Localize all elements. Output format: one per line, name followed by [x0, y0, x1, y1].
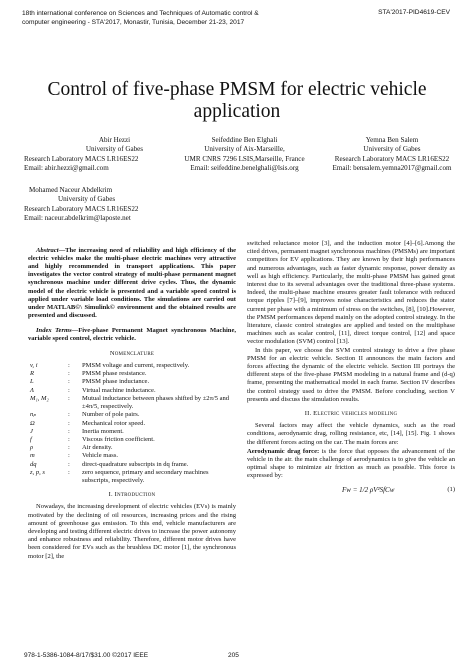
nomenclature-symbol: m: [30, 452, 35, 460]
author-block-1-cont: [24, 155, 138, 174]
nomenclature-colon: :: [68, 370, 70, 378]
nomenclature-definition: Viscous friction coefficient.: [82, 435, 155, 443]
abstract-text: —The increasing need of reliability and high efficiency of the electric vehicles make the multi-phase electric machines very attractive and highly recommended in transport applications. This paper investigates the vector control strategy of multi-phase permanent magnet synchronous machine under different drive cycles. Thus, the dynamic model of the electric vehicle is presented and a variable speed control is applied under variable load conditions. The simulations are carried out under MATLAB©\ Simulink© environment and the obtained results are presented and discussed.: [28, 246, 236, 320]
author-email: Email: naceur.abdelkrim@laposte.net: [24, 214, 131, 223]
conference-header-line2: computer engineering - STA'2017, Monastir, Tunisia, December 21-23, 2017: [22, 19, 245, 26]
equation-1: [247, 483, 455, 501]
author-lab: Research Laboratory MACS LR16ES22: [334, 154, 450, 163]
nomenclature-definition: Inertia moment.: [82, 427, 124, 435]
nomenclature-colon: :: [68, 386, 70, 394]
abstract: [28, 247, 236, 321]
nomenclature-list: [28, 362, 236, 485]
nomenclature-definition: Vehicle mass.: [82, 452, 118, 460]
author-affiliation: University of Aix-Marseille,: [204, 145, 285, 154]
author-email: Email: seifeddine.benelghali@lsis.org: [190, 164, 299, 173]
nomenclature-row: [28, 411, 236, 419]
right-column: [247, 240, 455, 501]
drag-force-paragraph: [247, 448, 455, 481]
nomenclature-definition: PMSM phase resistance.: [82, 370, 147, 378]
author-lab: UMR CNRS 7296 LSIS,Marseille, France: [184, 154, 305, 163]
drag-force-label: Aerodynamic drag force:: [247, 447, 320, 455]
nomenclature-colon: :: [68, 411, 70, 419]
index-terms-label: Index Terms: [36, 326, 72, 334]
nomenclature-row: [28, 461, 236, 469]
abstract-label: Abstract: [36, 246, 59, 254]
paper-title: [0, 79, 474, 123]
author-lab: Research Laboratory MACS LR16ES22: [24, 204, 139, 213]
nomenclature-row: [28, 370, 236, 378]
nomenclature-colon: :: [68, 452, 70, 460]
body-paragraph-1: switched reluctance motor [3], and the induction motor [4]–[6].Among the cited drives, permanent magnet synchronous machines (PMSMs) are important competitors for EV applications. They are known by their high performances and numerous advantages, such as faster dynamic response, power density as well as high efficiency. Particularly, the multi-phase PMSM has gained great interest due to its several advantages over the traditional three-phase systems. Indeed, the multi-phase machine ensures greater fault tolerance with reduced torque ripples [7]–[9], improves noise characteristics and reduces the stator current per phase with a minimum of stress on the switches, [8], [10].However, the PMSM performances depend mainly on the adopted control strategy. In the literature, classic control strategies are applied and tested on the multiphase machines such as scalar control, [11], direct torque control, [12] and space vector modulation (SVM) control [13].: [247, 240, 455, 346]
body-paragraph-2: In this paper, we choose the SVM control strategy to drive a five phase PMSM for an electric vehicle. Section II announces the main factors and forces affecting the dynamic of the electric vehicle. Section III portrays the different steps of the five-phase PMSM modeling in a natural frame and (d-q) frame, presenting the mathematical model in each frame. Section IV describes the control strategy used to drive the PMSM. Before concluding, section V presents and discuss the simulation results.: [247, 346, 455, 403]
author-name: Abir Hezzi: [98, 136, 131, 144]
nomenclature-row: [28, 362, 236, 370]
nomenclature-colon: :: [68, 427, 70, 435]
paper-id: STA'2017-PID4619-CEV: [378, 9, 450, 16]
nomenclature-symbol: M₁, M₂: [30, 394, 49, 402]
nomenclature-definition: Air density.: [82, 444, 113, 452]
nomenclature-definition: PMSM phase inductance.: [82, 378, 150, 386]
index-terms-text: —Five-phase Permanent Magnet synchronous Machine, variable speed control, electric vehicle.: [28, 326, 236, 343]
nomenclature-definition: Number of pole pairs.: [82, 411, 140, 419]
author-affiliation: University of Gabes: [85, 145, 144, 154]
author-block-2: [178, 136, 311, 174]
conference-header: [22, 9, 352, 27]
title-line1: Control of five-phase PMSM for electric vehicle: [47, 79, 427, 100]
nomenclature-definition: zero sequence, primary and secondary machines subscripts, respectively.: [82, 468, 209, 484]
drag-force-text: is the force that opposes the advancement of the vehicle in the air. the main challenge of aerodynamics is to give the vehicle an optimal shape to minimize air friction as much as possible. This force is expressed by:: [247, 447, 455, 480]
author-affiliation: University of Gabes: [58, 195, 116, 204]
nomenclature-row: [28, 378, 236, 386]
nomenclature-symbol: R: [30, 370, 34, 378]
author-email: Email: abir.hezzi@gmail.com: [24, 164, 109, 173]
nomenclature-symbol: dq: [30, 460, 37, 468]
equation-number: (1): [447, 485, 455, 493]
nomenclature-row: [28, 436, 236, 444]
index-terms: [28, 327, 236, 343]
author-lab: Research Laboratory MACS LR16ES22: [24, 155, 139, 163]
title-line2: application: [193, 101, 281, 122]
nomenclature-symbol: Ω: [30, 419, 35, 427]
nomenclature-colon: :: [68, 362, 70, 370]
nomenclature-row: [28, 452, 236, 460]
author-name: Yemna Ben Salem: [365, 136, 419, 144]
section-2-heading: II. Electric vehicles modeling: [304, 410, 398, 418]
conference-header-line1: 18th international conference on Sciences and Techniques of Automatic control &: [22, 10, 259, 17]
nomenclature-definition: Virtual machine inductance.: [82, 386, 156, 394]
footer-copyright: 978-1-5386-1084-8/17/$31.00 ©2017 IEEE: [24, 652, 149, 659]
nomenclature-colon: :: [68, 435, 70, 443]
nomenclature-definition: PMSM voltage and current, respectively.: [82, 362, 190, 370]
nomenclature-colon: :: [68, 468, 70, 476]
equation-body: Fw = 1/2 ρV²SfCw: [342, 485, 395, 494]
nomenclature-symbol: nₚ: [30, 411, 37, 419]
nomenclature-symbol: v, i: [30, 362, 38, 370]
nomenclature-symbol: Λ: [30, 386, 34, 394]
nomenclature-row: [28, 469, 236, 485]
author-block-1: [67, 136, 162, 155]
nomenclature-row: [28, 428, 236, 436]
nomenclature-colon: :: [68, 394, 70, 402]
nomenclature-symbol: L: [30, 378, 34, 386]
nomenclature-row: [28, 395, 236, 411]
nomenclature-colon: :: [68, 444, 70, 452]
nomenclature-heading: Nomenclature: [109, 349, 155, 357]
author-name: Seifeddine Ben Elghali: [211, 136, 278, 144]
nomenclature-colon: :: [68, 460, 70, 468]
author-block-3: [328, 136, 456, 174]
nomenclature-definition: direct-quadrature subscripts in dq frame.: [82, 460, 189, 468]
nomenclature-row: [28, 420, 236, 428]
nomenclature-row: [28, 387, 236, 395]
nomenclature-symbol: z, p, s: [30, 468, 45, 476]
nomenclature-definition: Mutual inductance between phases shifted by ±2π/5 and ±4π/5, respectively.: [82, 394, 230, 411]
nomenclature-symbol: J: [30, 427, 33, 435]
nomenclature-symbol: f: [30, 435, 32, 443]
nomenclature-row: [28, 444, 236, 452]
author-name: Mohamed Naceur Abdelkrim: [29, 186, 113, 194]
nomenclature-colon: :: [68, 378, 70, 386]
left-column: [28, 240, 236, 561]
body-paragraph-3: Several factors may affect the vehicle dynamics, such as the road conditions, aerodynamic drag, rolling resistance, etc, [14], [15]. Fig. 1 shows the different forces acting on the car. The main forces are:: [247, 422, 455, 446]
introduction-heading: I. Introduction: [108, 491, 156, 499]
page-number: 205: [228, 652, 239, 659]
nomenclature-definition: Mechanical rotor speed.: [82, 419, 146, 427]
nomenclature-colon: :: [68, 419, 70, 427]
author-block-4: [24, 186, 138, 224]
nomenclature-symbol: ρ: [30, 444, 34, 452]
author-affiliation: University of Gabes: [363, 145, 421, 154]
introduction-paragraph: Nowadays, the increasing development of electric vehicles (EVs) is mainly motivated by the declining of oil resources, increasing prices and the rising amount of greenhouse gas emission. To this end, vehicle manufacturers are developing and testing different electric drives to increase the power autonomy and enhance robustness and reliability. Therefore, different motor drives have been considered for EVs such as the brushless DC motor [1], the synchronous motor [2], the: [28, 503, 236, 560]
author-email: Email: bensalem.yemna2017@gmail.com: [332, 164, 452, 173]
